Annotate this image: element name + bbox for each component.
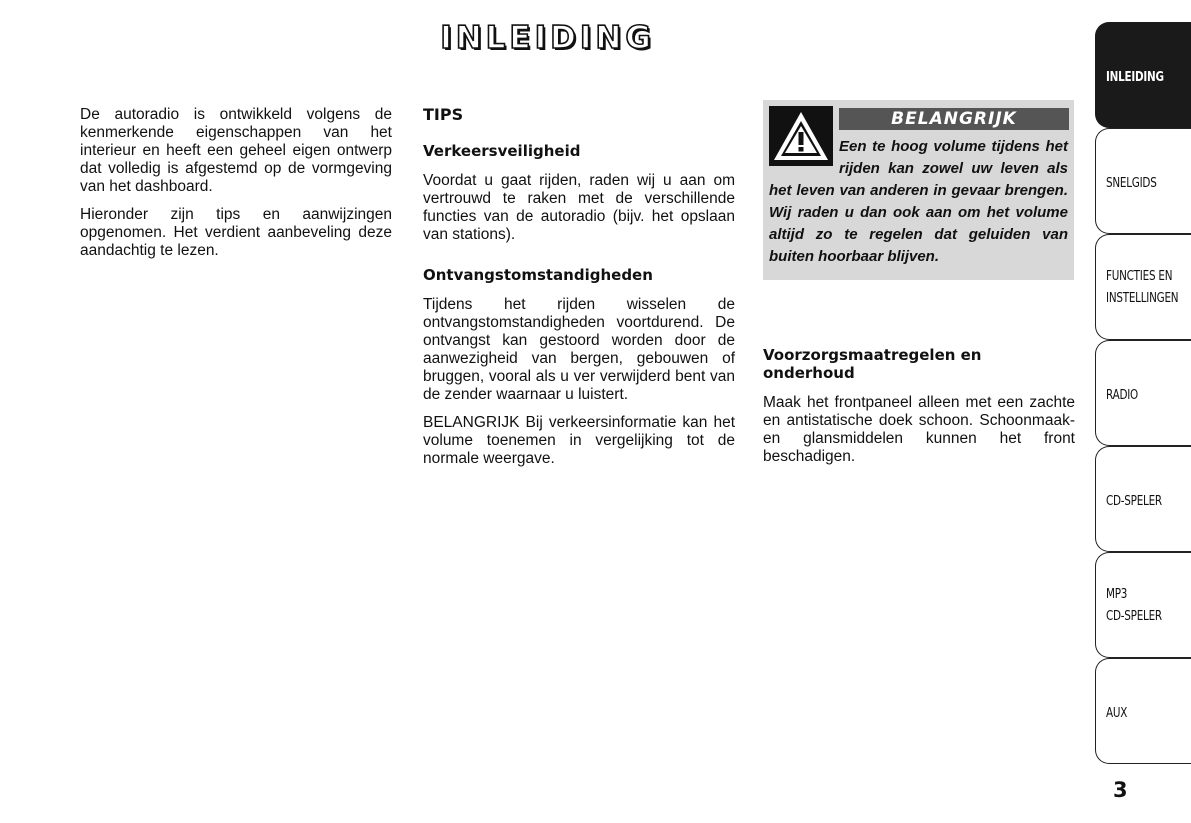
warning-title: BELANGRIJK — [839, 108, 1069, 130]
maintenance-column — [763, 346, 1075, 476]
tips-heading: TIPS — [423, 105, 464, 124]
tab-label: RADIO — [1106, 388, 1138, 403]
tab-label: CD-SPELER — [1106, 494, 1162, 509]
tab-functies-en-instellingen[interactable] — [1095, 234, 1191, 340]
tab-label: MP3 — [1106, 587, 1128, 602]
maintenance-title: Voorzorgsmaatregelen en onderhoud — [763, 346, 982, 382]
traffic-safety-paragraph: Voordat u gaat rijden, raden wij u aan om vertrouwd te raken met de verschillende functies van de autoradio (bijv. het opslaan van stations). — [423, 172, 735, 243]
tab-mp3-cd-speler[interactable] — [1095, 552, 1191, 658]
tips-column — [423, 106, 735, 478]
tab-label: SNELGIDS — [1106, 176, 1157, 191]
tab-label: FUNCTIES EN — [1106, 269, 1173, 284]
intro-column — [80, 106, 392, 270]
tab-label-line2: INSTELLINGEN — [1106, 291, 1179, 306]
warning-box — [763, 100, 1074, 280]
page-number: 3 — [1113, 778, 1128, 802]
tab-cd-speler[interactable] — [1095, 446, 1191, 552]
intro-paragraph: De autoradio is ontwikkeld volgens de kenmerkende eigenschappen van het interieur en heeft een geheel eigen ontwerp dat volledig is afgestemd op de vormgeving van het dashboard. — [80, 106, 392, 195]
tab-label-line2: CD-SPELER — [1106, 609, 1162, 624]
important-paragraph: BELANGRIJK Bij verkeersinformatie kan het volume toenemen in vergelijking tot de normale weergave. — [423, 414, 735, 467]
page-title: INLEIDING — [440, 20, 655, 56]
tab-label: INLEIDING — [1106, 70, 1164, 85]
tab-aux[interactable] — [1095, 658, 1191, 764]
tab-label: AUX — [1106, 706, 1128, 721]
intro-paragraph: Hieronder zijn tips en aanwijzingen opgenomen. Het verdient aanbeveling deze aandachtig te lezen. — [80, 206, 392, 259]
tab-inleiding[interactable] — [1095, 22, 1191, 128]
tab-radio[interactable] — [1095, 340, 1191, 446]
tab-snelgids[interactable] — [1095, 128, 1191, 234]
maintenance-paragraph: Maak het frontpaneel alleen met een zachte en antistatische doek schoon. Schoonmaak- en glansmiddelen kunnen het front beschadigen. — [763, 394, 1075, 465]
reception-paragraph: Tijdens het rijden wisselen de ontvangstomstandigheden voortdurend. De ontvangst kan gestoord worden door de aanwezigheid van bergen, gebouwen of bruggen, vooral als u ver verwijderd bent van de zender waarnaar u luistert. — [423, 296, 735, 403]
section-title-reception: Ontvangstomstandigheden — [423, 266, 653, 284]
warning-text: Een te hoog volume tijdens het rijden kan zowel uw leven als het leven van anderen in gevaar brengen. Wij raden u dan ook aan om het volume altijd zo te regelen dat geluiden van buiten hoorbaar blijven. — [769, 138, 1068, 265]
section-title-traffic-safety: Verkeersveiligheid — [423, 142, 581, 160]
